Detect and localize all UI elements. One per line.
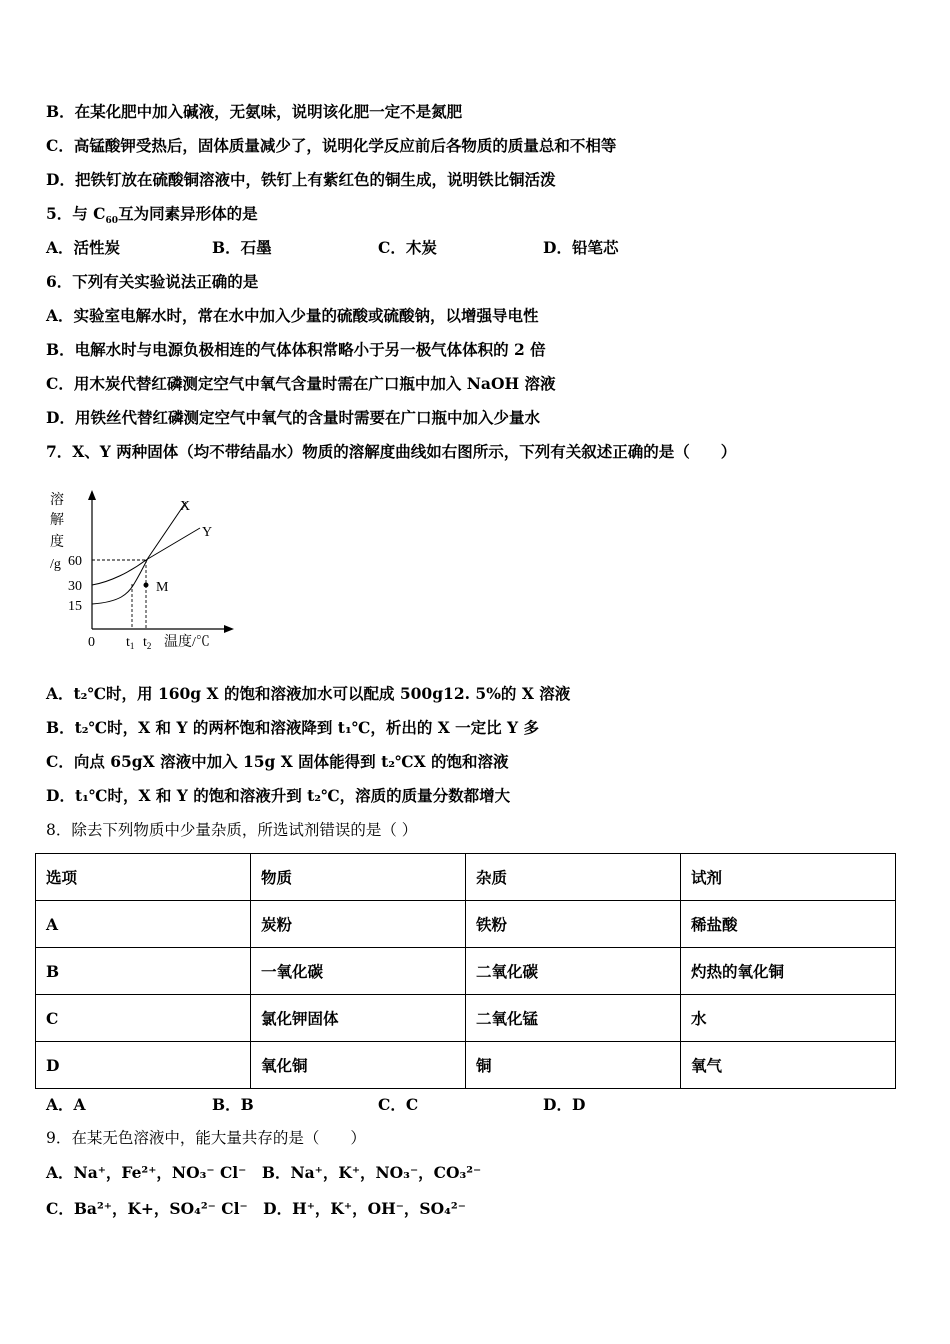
q4-option-d: D．把铁钉放在硫酸铜溶液中，铁钉上有紫红色的铜生成，说明铁比铜活泼: [46, 170, 556, 189]
y-label-1: 溶: [50, 493, 64, 508]
point-m-label: M: [156, 580, 169, 595]
table-cell: B: [36, 948, 251, 995]
x-axis-label: 温度/℃: [164, 635, 210, 650]
x-tick-t2: $t_2$: [143, 635, 152, 651]
table-cell: 灼热的氧化铜: [681, 948, 896, 995]
q5-option-b: B．石墨: [212, 238, 272, 257]
q7-option-a: A．t₂℃时，用 160g X 的饱和溶液加水可以配成 500g12. 5%的 X 溶液: [46, 684, 571, 703]
q7-option-c: C．向点 65gX 溶液中加入 15g X 固体能得到 t₂℃X 的饱和溶液: [46, 752, 509, 771]
q9-options-line-1: A．Na⁺，Fe²⁺，NO₃⁻ Cl⁻ B．Na⁺，K⁺，NO₃⁻，CO₃²⁻: [46, 1163, 482, 1182]
origin-label: 0: [88, 635, 95, 650]
y-label-3: 度: [50, 535, 64, 550]
table-header-row: [36, 854, 896, 901]
table-cell: 氧气: [681, 1042, 896, 1089]
q8-option-c: C．C: [378, 1095, 419, 1114]
x-tick-t1: $t_1$: [126, 635, 135, 651]
table-cell: 二氧化碳: [466, 948, 681, 995]
table-cell: 氯化钾固体: [251, 995, 466, 1042]
q5-stem: 5．与 $C_{60}$互为同素异形体的是: [46, 204, 258, 227]
x-axis-arrow: [224, 625, 234, 633]
y-axis-arrow: [88, 490, 96, 500]
q5-option-d: D．铅笔芯: [543, 238, 619, 257]
curve-x-label: X: [180, 499, 191, 514]
table-cell: C: [36, 995, 251, 1042]
q6-option-d: D．用铁丝代替红磷测定空气中氧气的含量时需要在广口瓶中加入少量水: [46, 408, 540, 427]
y-tick-60: 60: [68, 554, 82, 569]
table-cell: 氧化铜: [251, 1042, 466, 1089]
q9-stem: 9．在某无色溶液中，能大量共存的是（ ）: [46, 1129, 366, 1147]
q7-option-b: B．t₂℃时，X 和 Y 的两杯饱和溶液降到 t₁℃，析出的 X 一定比 Y 多: [46, 718, 539, 737]
q6-stem: 6．下列有关实验说法正确的是: [46, 272, 259, 291]
q8-stem: 8．除去下列物质中少量杂质，所选试剂错误的是（ ）: [46, 821, 418, 839]
header-cell: 试剂: [681, 854, 896, 901]
q8-option-b: B．B: [212, 1095, 254, 1114]
q5-option-c: C．木炭: [378, 238, 437, 257]
point-m: [144, 583, 149, 588]
header-cell: 选项: [36, 854, 251, 901]
table-cell: 稀盐酸: [681, 901, 896, 948]
q7-stem: 7．X、Y 两种固体（均不带结晶水）物质的溶解度曲线如右图所示，下列有关叙述正确的是（ ）: [46, 442, 737, 461]
table-cell: 炭粉: [251, 901, 466, 948]
q6-option-b: B．电解水时与电源负极相连的气体体积常略小于另一极气体体积的 2 倍: [46, 340, 546, 359]
table-cell: 铁粉: [466, 901, 681, 948]
table-row: [36, 901, 896, 948]
curve-x: [92, 502, 186, 604]
q6-option-c: C．用木炭代替红磷测定空气中氧气含量时需在广口瓶中加入 NaOH 溶液: [46, 374, 556, 393]
table-row: [36, 948, 896, 995]
q8-option-d: D．D: [543, 1095, 586, 1114]
table-row: [36, 1042, 896, 1089]
table-cell: D: [36, 1042, 251, 1089]
q4-option-b: B．在某化肥中加入碱液，无氨味，说明该化肥一定不是氮肥: [46, 102, 463, 121]
table-row: [36, 995, 896, 1042]
q5-option-a: A．活性炭: [46, 238, 121, 257]
q8-table: [35, 853, 896, 1089]
curve-y-label: Y: [202, 525, 213, 540]
y-label-2: 解: [50, 513, 64, 528]
header-cell: 杂质: [466, 854, 681, 901]
table-cell: A: [36, 901, 251, 948]
table-cell: 一氧化碳: [251, 948, 466, 995]
q8-option-a: A．A: [46, 1095, 86, 1114]
table-cell: 铜: [466, 1042, 681, 1089]
q9-options-line-2: C．Ba²⁺，K+，SO₄²⁻ Cl⁻ D．H⁺，K⁺，OH⁻，SO₄²⁻: [46, 1199, 466, 1218]
y-label-4: /g: [50, 557, 61, 572]
y-tick-30: 30: [68, 579, 82, 594]
header-cell: 物质: [251, 854, 466, 901]
q4-option-c: C．高锰酸钾受热后，固体质量减少了，说明化学反应前后各物质的质量总和不相等: [46, 136, 617, 155]
table-cell: 水: [681, 995, 896, 1042]
y-tick-15: 15: [68, 599, 82, 614]
solubility-curve-graph: [40, 484, 240, 664]
q7-option-d: D．t₁℃时，X 和 Y 的饱和溶液升到 t₂℃，溶质的质量分数都增大: [46, 786, 511, 805]
table-cell: 二氧化锰: [466, 995, 681, 1042]
q6-option-a: A．实验室电解水时，常在水中加入少量的硫酸或硫酸钠，以增强导电性: [46, 306, 539, 325]
